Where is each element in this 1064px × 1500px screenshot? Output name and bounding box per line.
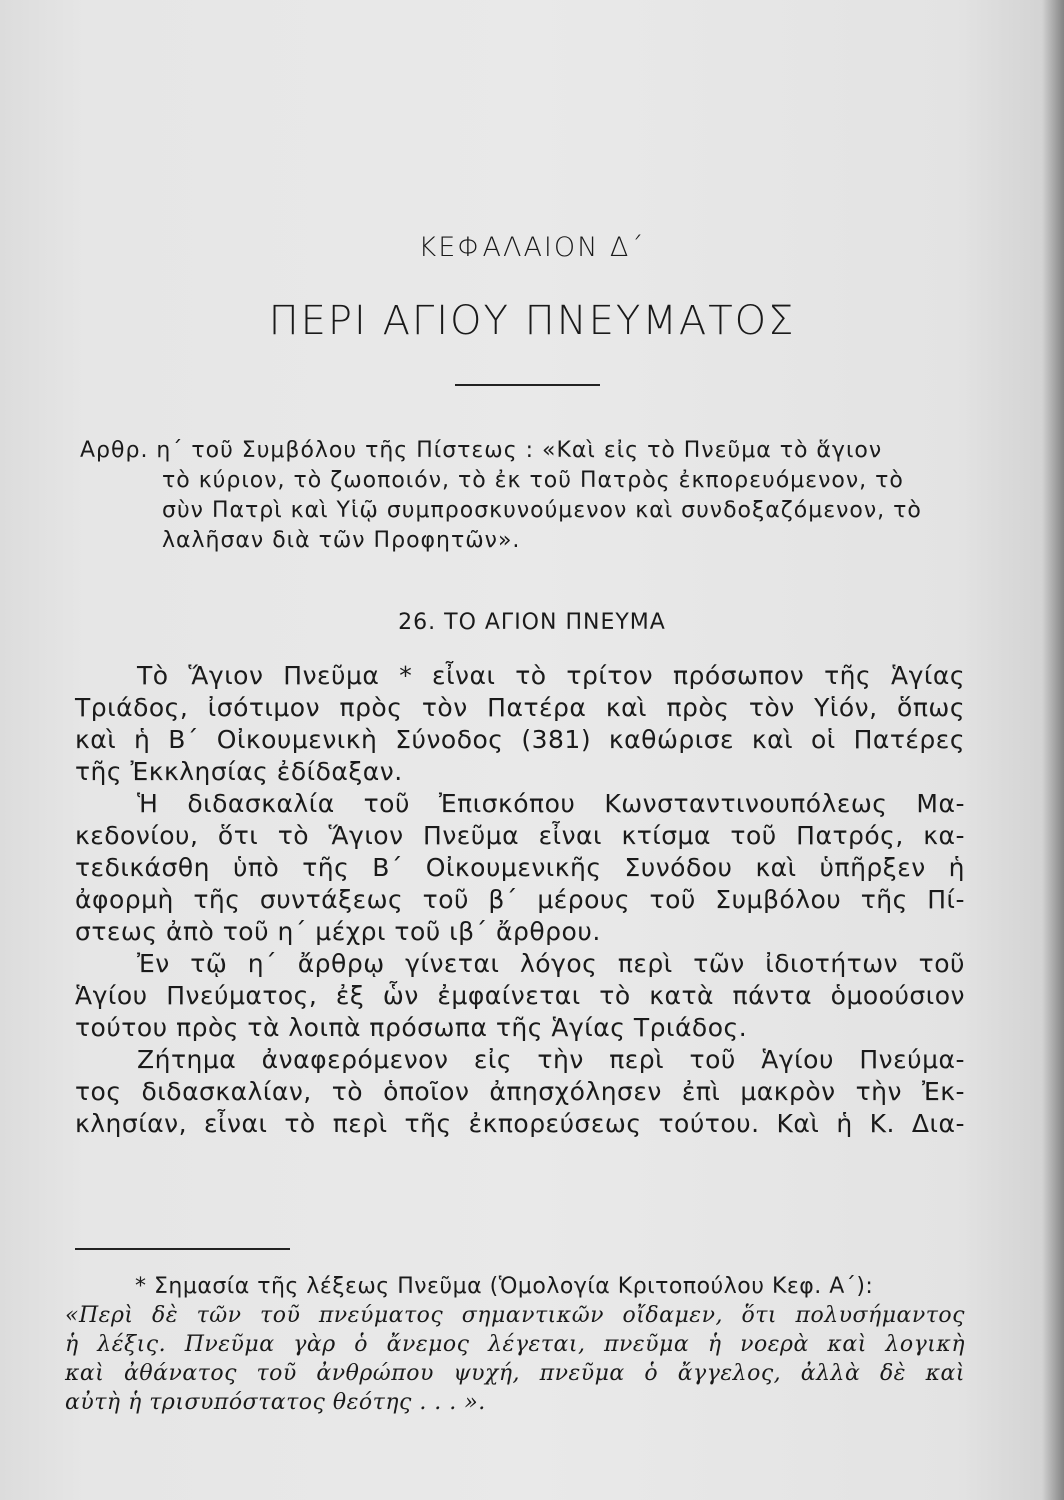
footnote-quote-line: ἡ λέξις. Πνεῦμα γὰρ ὁ ἄνεμος λέγεται, πνεῦμα ἡ νοερὰ καὶ λογικὴ: [65, 1332, 965, 1357]
body-line: Τριάδος, ἰσότιμον πρὸς τὸν Πατέρα καὶ πρὸς τὸν Υἱόν, ὅπως: [75, 693, 965, 722]
body-line: κλησίαν, εἶναι τὸ περὶ τῆς ἐκπορεύσεως τούτου. Καὶ ἡ Κ. Δια-: [75, 1109, 965, 1138]
body-line: Ἐν τῷ η΄ ἄρθρῳ γίνεται λόγος περὶ τῶν ἰδιοτήτων τοῦ: [137, 949, 965, 978]
creed-line: λαλῆσαν διὰ τῶν Προφητῶν».: [162, 528, 521, 553]
footnote-quote-line: «Περὶ δὲ τῶν τοῦ πνεύματος σημαντικῶν οἴδαμεν, ὅτι πολυσήμαντος: [65, 1303, 965, 1328]
body-line: στεως ἀπὸ τοῦ η΄ μέχρι τοῦ ιβ΄ ἄρθρου.: [75, 917, 601, 946]
body-line: τούτου πρὸς τὰ λοιπὰ πρόσωπα τῆς Ἁγίας Τριάδος.: [75, 1013, 748, 1042]
body-line: τεδικάσθη ὑπὸ τῆς Β΄ Οἰκουμενικῆς Συνόδου καὶ ὑπῆρξεν ἡ: [75, 853, 965, 882]
title-divider: [455, 384, 600, 386]
footnote-quote-line: καὶ ἀθάνατος τοῦ ἀνθρώπου ψυχή, πνεῦμα ὁ ἄγγελος, ἀλλὰ δὲ καὶ: [65, 1361, 965, 1386]
chapter-label: ΚΕΦΑΛΑΙΟΝ Δ΄: [418, 232, 646, 263]
page-edge-shadow: [1042, 0, 1064, 1500]
body-line: Ἡ διδασκαλία τοῦ Ἐπισκόπου Κωνσταντινουπόλεως Μα-: [137, 789, 965, 818]
creed-article-quote: [80, 436, 980, 556]
body-line: Ἁγίου Πνεύματος, ἐξ ὧν ἐμφαίνεται τὸ κατὰ πάντα ὁμοούσιον: [75, 981, 965, 1010]
body-line: τος διδασκαλίαν, τὸ ὁποῖον ἀπησχόλησεν ἐπὶ μακρὸν τὴν Ἐκ-: [75, 1077, 965, 1106]
body-line: καὶ ἡ Β΄ Οἰκουμενικὴ Σύνοδος (381) καθώρισε καὶ οἱ Πατέρες: [75, 725, 965, 754]
footnote-intro: * Σημασία τῆς λέξεως Πνεῦμα (Ὁμολογία Κριτοπούλου Κεφ. Α΄):: [135, 1274, 874, 1299]
creed-line: σὺν Πατρὶ καὶ Υἱῷ συμπροσκυνούμενον καὶ συνδοξαζόμενον, τὸ: [162, 498, 922, 523]
footnote: [65, 1272, 965, 1417]
body-line: ἀφορμὴ τῆς συντάξεως τοῦ β΄ μέρους τοῦ Συμβόλου τῆς Πί-: [75, 885, 965, 914]
creed-line: τὸ κύριον, τὸ ζωοποιόν, τὸ ἐκ τοῦ Πατρὸς ἐκπορευόμενον, τὸ: [162, 468, 904, 493]
body-text: [75, 660, 965, 1140]
footnote-divider: [75, 1248, 290, 1250]
body-line: Ζήτημα ἀναφερόμενον εἰς τὴν περὶ τοῦ Ἁγίου Πνεύμα-: [137, 1045, 965, 1074]
chapter-title: ΠΕΡΙ ΑΓΙΟΥ ΠΝΕΥΜΑΤΟΣ: [268, 298, 796, 344]
body-line: κεδονίου, ὅτι τὸ Ἅγιον Πνεῦμα εἶναι κτίσμα τοῦ Πατρός, κα-: [75, 821, 965, 850]
section-heading: 26. ΤΟ ΑΓΙΟΝ ΠΝΕΥΜΑ: [398, 610, 666, 635]
body-line: τῆς Ἐκκλησίας ἐδίδαξαν.: [75, 757, 403, 786]
footnote-quote-line: αὐτὴ ἡ τρισυπόστατος θεότης . . . ».: [65, 1390, 486, 1415]
creed-line: Αρθρ. η΄ τοῦ Συμβόλου τῆς Πίστεως : «Καὶ εἰς τὸ Πνεῦμα τὸ ἅγιον: [80, 438, 883, 463]
body-line: Τὸ Ἅγιον Πνεῦμα * εἶναι τὸ τρίτον πρόσωπον τῆς Ἁγίας: [137, 661, 965, 690]
